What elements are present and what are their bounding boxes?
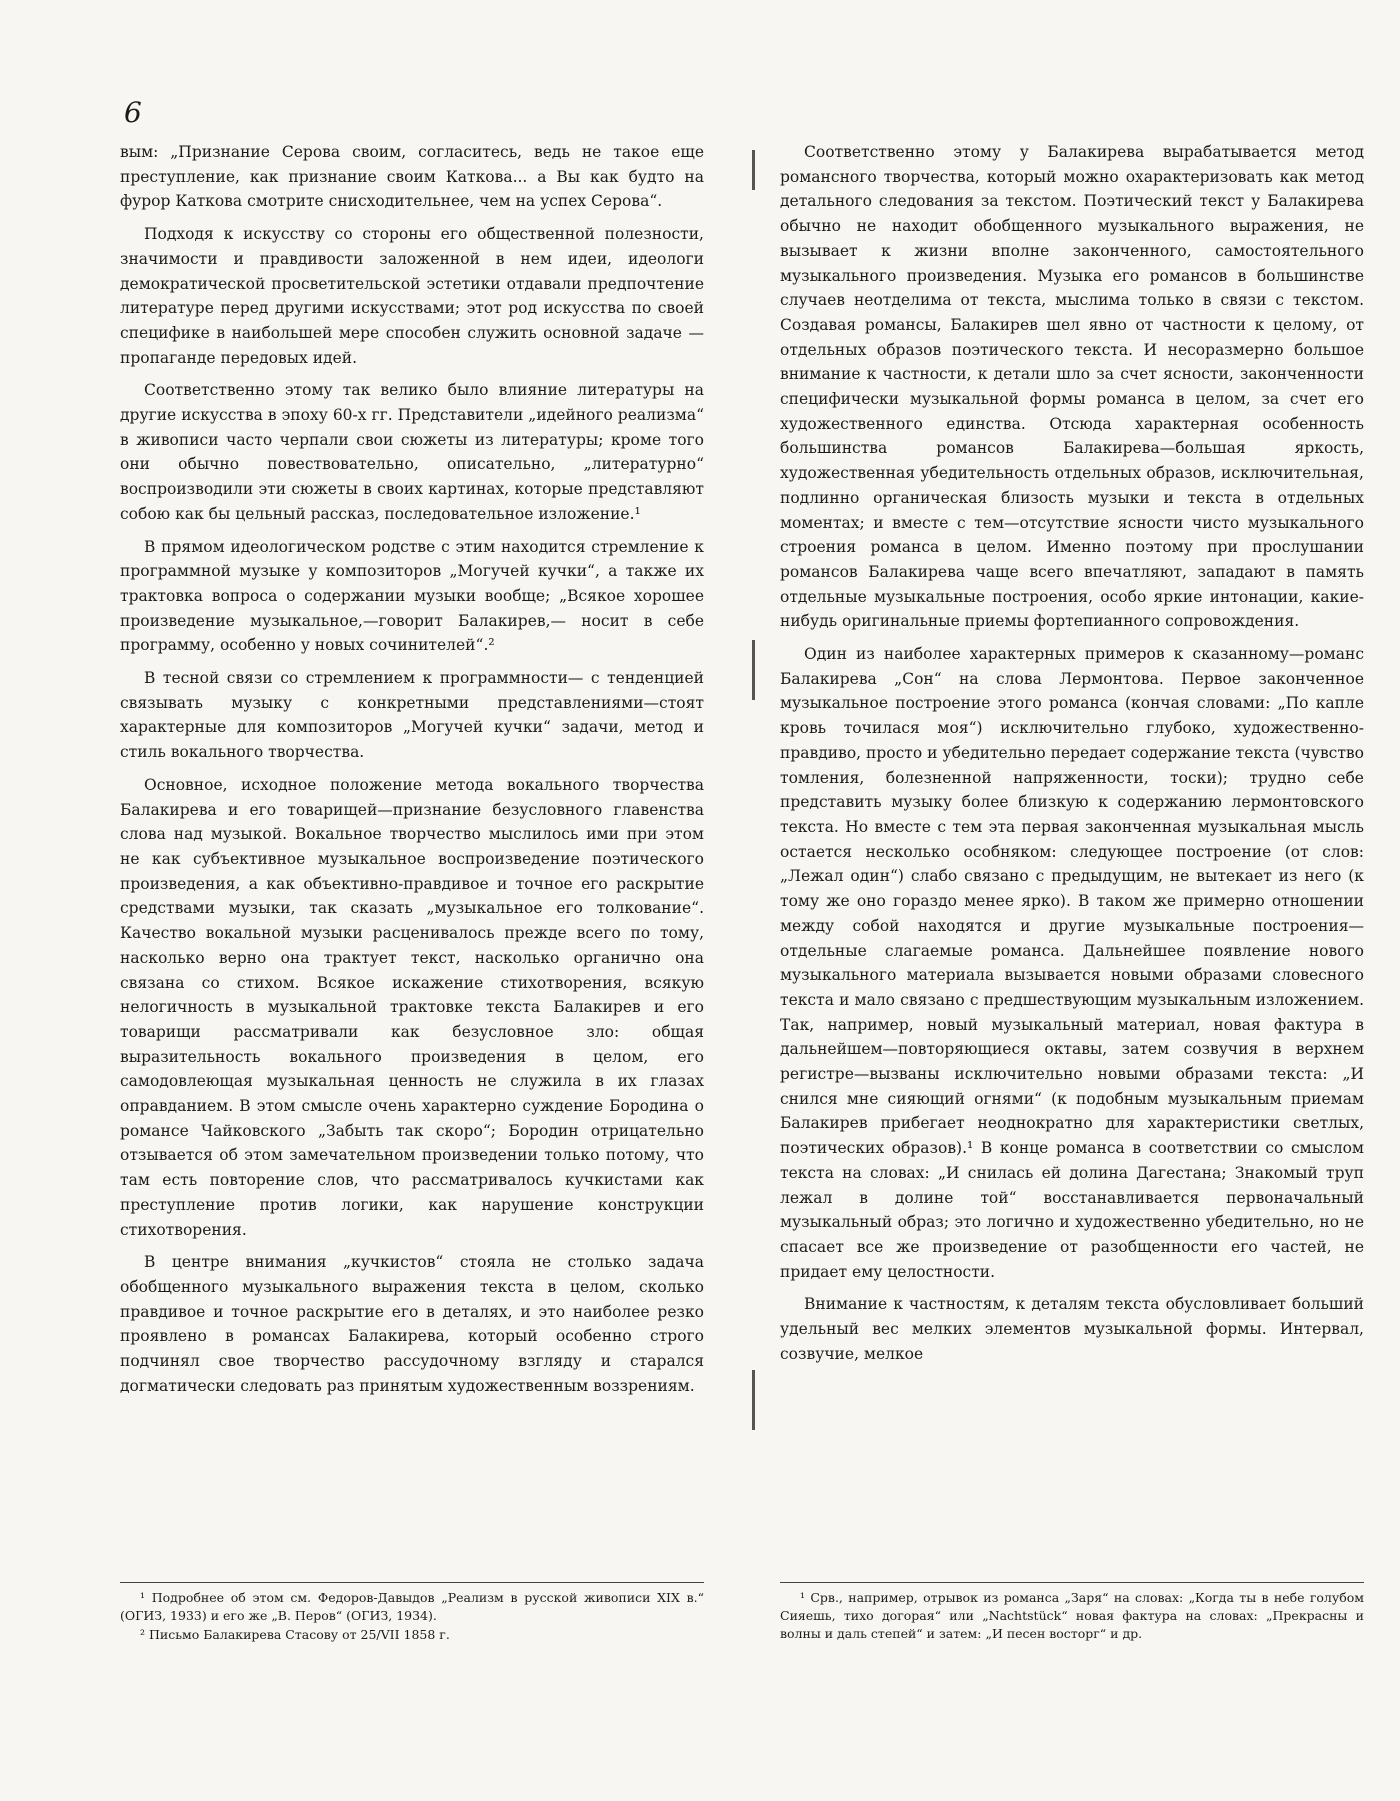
right-column [780,140,1364,1374]
paragraph: Основное, исходное положение метода вокального творчества Балакирева и его товарищей—признание безусловного главенства слова над музыкой. Вокальное творчество мыслилось ими при этом не как субъективное музыкальное воспроизведение поэтического произведения, а как объективно-правдивое и точное его раскрытие средствами музыки, так сказать „музыкальное его толкование“. Качество вокальной музыки расценивалось прежде всего по тому, насколько верно она трактует текст, насколько органично она связана со стихом. Всякое искажение стихотворения, всякую нелогичность в музыкальной трактовке текста Балакирев и его товарищи рассматривали как безусловное зло: общая выразительность вокального произведения в целом, его самодовлеющая музыкальная ценность не служила в их глазах оправданием. В этом смысле очень характерно суждение Бородина о романсе Чайковского „Забыть так скоро“; Бородин отрицательно отзывается об этом замечательном произведении только потому, что там есть повторение слов, что рассматривалось кучкистами как преступление против логики, как нарушение конструкции стихотворения. [120,775,704,1239]
left-column [120,140,704,1406]
paragraph: Соответственно этому у Балакирева вырабатывается метод романсного творчества, который можно охарактеризовать как метод детального следования за текстом. Поэтический текст у Балакирева обычно не находит обобщенного музыкального выражения, не вызывает к жизни вполне законченного, самостоятельного музыкального произведения. Музыка его романсов в большинстве случаев неотделима от текста, мыслима только в связи с текстом. Создавая романсы, Балакирев шел явно от частности к целому, от отдельных образов поэтического текста. И несоразмерно большое внимание к частности, к детали шло за счет ясности, законченности специфически музыкальной формы романса в целом, за счет его художественного единства. Отсюда характерная особенность большинства романсов Балакирева—большая яркость, художественная убедительность отдельных образов, исключительная, подлинно органическая близость музыки и текста в отдельных моментах; и вместе с тем—отсутствие ясности чисто музыкального строения романса в целом. Именно поэтому при прослушании романсов Балакирева чаще всего впечатляют, западают в память отдельные музыкальные построения, особо яркие интонации, какие-нибудь оригинальные приемы фортепианного сопровождения. [780,143,1364,631]
paragraph: Один из наиболее характерных примеров к сказанному—романс Балакирева „Сон“ на слова Лермонтова. Первое законченное музыкальное построение этого романса (кончая словами: „По капле кровь точилася моя“) исключительно глубоко, художественно-правдиво, просто и убедительно передает содержание текста (чувство томления, болезненной напряженности, тоски); трудно себе представить музыку более близкую к содержанию лермонтовского текста. Но вместе с тем эта первая законченная музыкальная мысль остается несколько особняком: следующее построение (от слов: „Лежал один“) слабо связано с предыдущим, не вытекает из него (к тому же оно гораздо менее ярко). В таком же примерно отношении между собой находятся и другие музыкальные построения—отдельные слагаемые романса. Дальнейшее появление нового музыкального материала вызывается новыми образами словесного текста и мало связано с предшествующим музыкальным изложением. Так, например, новый музыкальный материал, новая фактура в дальнейшем—повторяющиеся октавы, затем созвучия в верхнем регистре—вызваны исключительно новыми образами текста: „И снился мне сияющий огнями“ (к подобным музыкальным приемам Балакирев прибегает неоднократно для характеристики светлых, поэтических образов).¹ В конце романса в соответствии со смыслом текста на словах: „И снилась ей долина Дагестана; Знакомый труп лежал в долине той“ восстанавливается первоначальный музыкальный образ; это логично и художественно убедительно, но не спасает все же произведение от разобщенности его частей, не придает ему целостности. [780,645,1364,1281]
page-number: 6 [124,96,142,129]
paragraph: В тесной связи со стремлением к программности— с тенденцией связывать музыку с конкретными представлениями—стоят характерные для композиторов „Могучей кучки“ задачи, метод и стиль вокального творчества. [120,669,704,762]
paragraph: В центре внимания „кучкистов“ стояла не столько задача обобщенного музыкального выражения текста в целом, сколько правдивое и точное раскрытие его в деталях, и это наиболее резко проявлено в романсах Балакирева, который особенно строго подчинял свое творчество рассудочному взгляду и старался догматически следовать раз принятым художественным воззрениям. [120,1253,704,1395]
margin-mark [752,1370,755,1430]
paragraph: вым: „Признание Серова своим, согласитесь, ведь не такое еще преступление, как признание своим Каткова... а Вы как будто на фурор Каткова смотрите снисходительнее, чем на успех Серова“. [120,143,704,211]
left-footnotes [120,1582,704,1645]
footnote: ² Письмо Балакирева Стасову от 25/VII 1858 г. [140,1627,450,1642]
footnote: ¹ Подробнее об этом см. Федоров-Давыдов „Реализм в русской живописи XIX в.“ (ОГИЗ, 1933) и его же „В. Перов“ (ОГИЗ, 1934). [120,1590,704,1623]
margin-mark [752,150,755,190]
right-footnotes [780,1582,1364,1644]
paragraph: В прямом идеологическом родстве с этим находится стремление к программной музыке у композиторов „Могучей кучки“, а также их трактовка вопроса о содержании музыки вообще; „Всякое хорошее произведение музыкальное,—говорит Балакирев,— носит в себе программу, особенно у новых сочинителей“.² [120,537,704,655]
paragraph: Внимание к частностям, к деталям текста обусловливает больший удельный вес мелких элементов музыкальной формы. Интервал, созвучие, мелкое [780,1295,1364,1363]
paragraph: Соответственно этому так велико было влияние литературы на другие искусства в эпоху 60-х гг. Представители „идейного реализма“ в живописи часто черпали свои сюжеты из литературы; кроме того они обычно повествовательно, описательно, „литературно“ воспроизводили эти сюжеты в своих картинах, которые представляют собою как бы цельный рассказ, последовательное изложение.¹ [120,381,704,523]
margin-mark [752,640,755,700]
footnote: ¹ Срв., например, отрывок из романса „Заря“ на словах: „Когда ты в небе голубом Сияешь, тихо догорая“ или „Nachtstück“ новая фактура на словах: „Прекрасны и волны и даль степей“ и затем: „И песен восторг“ и др. [780,1590,1364,1641]
paragraph: Подходя к искусству со стороны его общественной полезности, значимости и правдивости заложенной в нем идеи, идеологи демократической просветительской эстетики отдавали предпочтение литературе перед другими искусствами; этот род искусства по своей специфике в наибольшей мере способен служить основной задаче — пропаганде передовых идей. [120,225,704,367]
